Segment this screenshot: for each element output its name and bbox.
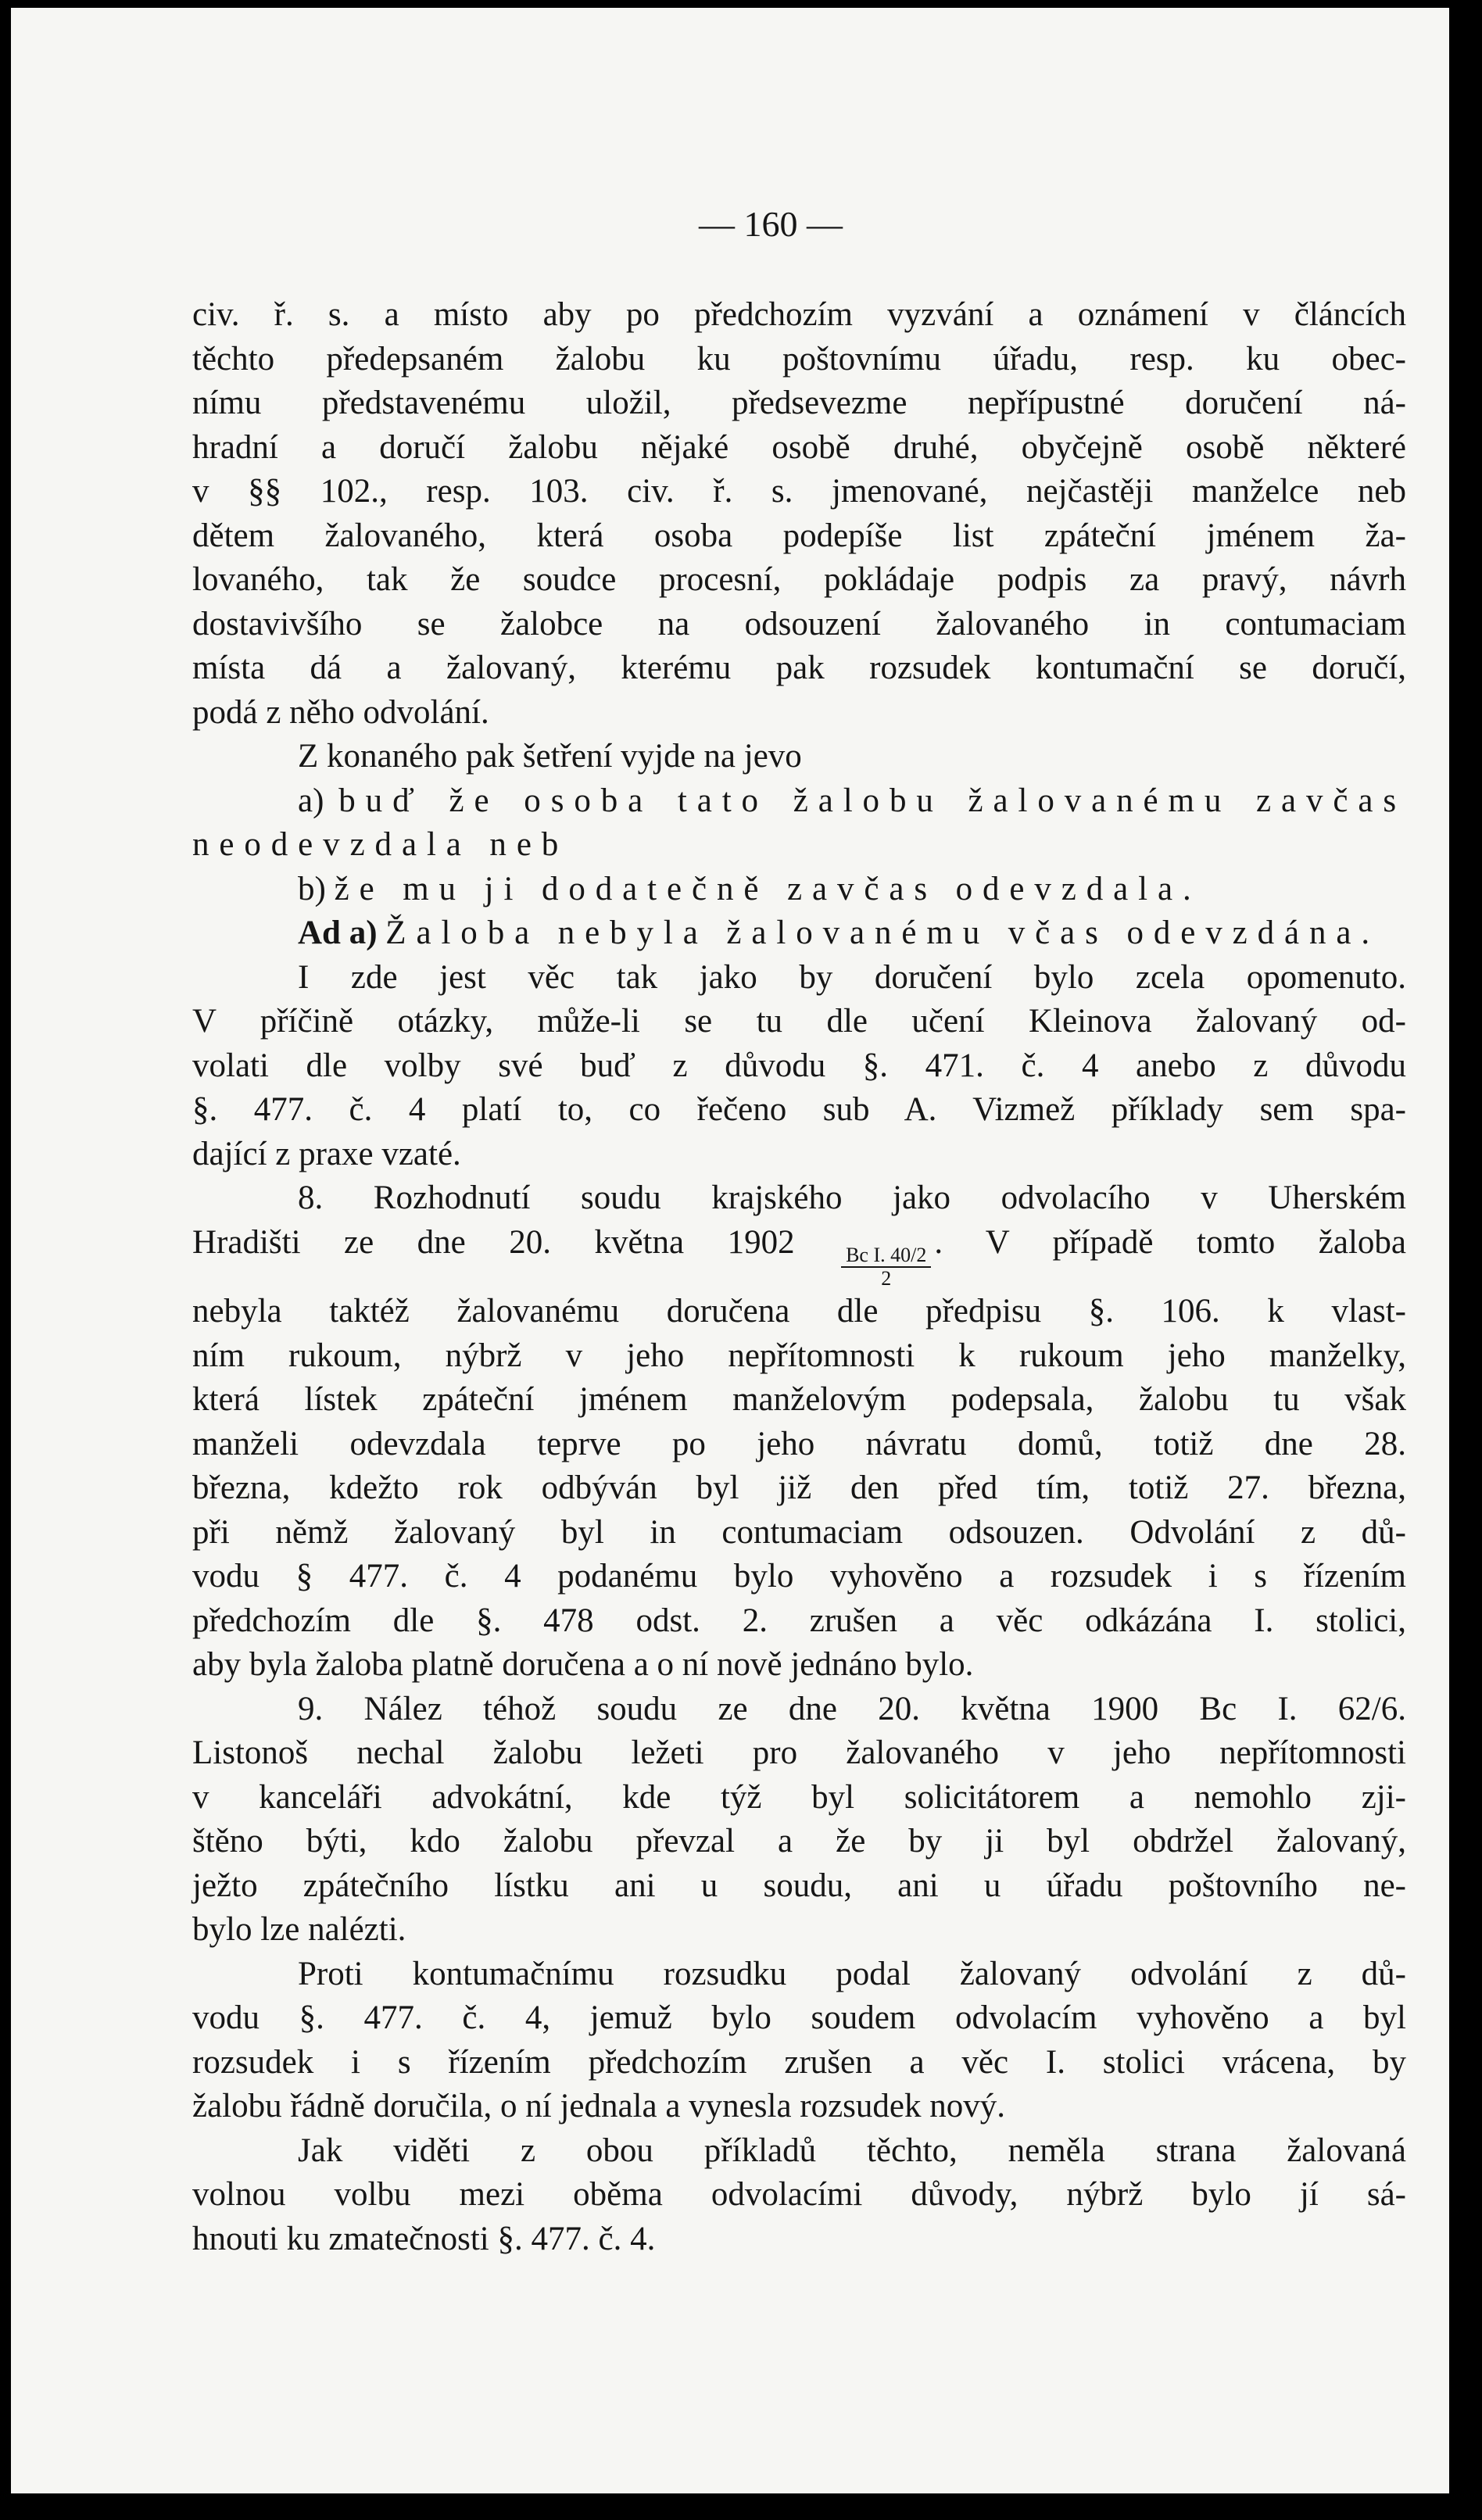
ad-a-heading	[192, 911, 1406, 956]
text-line: hradní a doručí žalobu nějaké osobě druhé, obyčejně osobě některé	[192, 428, 1406, 466]
text-line: bylo lze nalézti.	[192, 1911, 406, 1949]
text-line: volati dle volby své buď z důvodu §. 471. č. 4 anebo z důvodu	[192, 1047, 1406, 1084]
text-line: ježto zpátečního lístku ani u soudu, ani u úřadu poštovního ne-	[192, 1867, 1406, 1904]
text-line: při němž žalovaný byl in contumaciam odsouzen. Odvolání z dů-	[192, 1513, 1406, 1551]
text-line: v kanceláři advokátní, kde týž byl solicitátorem a nemohlo zji-	[192, 1778, 1406, 1816]
text-line: dající z praxe vzaté.	[192, 1135, 461, 1172]
text-line-with-fraction: Hradišti ze dne 20. května 1902 $\frac{\text{Bc I. 40/2}}{2}$ . V případě tomto žaloba	[192, 1223, 1406, 1290]
text-line: těchto předepsaném žalobu ku poštovnímu úřadu, resp. ku obec-	[192, 340, 1406, 378]
text-line: dostavivšího se žalobce na odsouzení žalovaného in contumaciam	[192, 605, 1406, 643]
text-line: ním rukoum, nýbrž v jeho nepřítomnosti k rukoum jeho manželky,	[192, 1337, 1406, 1374]
text-line: nebyla taktéž žalovanému doručena dle předpisu §. 106. k vlast-	[192, 1293, 1406, 1330]
text-line: civ. ř. s. a místo aby po předchozím vyzvání a oznámení v článcích	[192, 296, 1406, 333]
text-line: rozsudek i s řízením předchozím zrušen a věc I. stolici vrácena, by	[192, 2043, 1406, 2081]
paragraph-i-zde	[192, 956, 1406, 1177]
text-line: března, kdežto rok odbýván byl již den před tím, totiž 27. března,	[192, 1469, 1406, 1507]
text-line: aby byla žaloba platně doručena a o ní nově jednáno bylo.	[192, 1646, 974, 1684]
text-line: předchozím dle §. 478 odst. 2. zrušen a věc odkázána I. stolici,	[192, 1602, 1406, 1639]
text-line: vodu §. 477. č. 4, jemuž bylo soudem odvolacím vyhověno a byl	[192, 1999, 1406, 2037]
text-line: podá z něho odvolání.	[192, 693, 489, 731]
text-line: která lístek zpáteční jménem manželovým podepsala, žalobu tu však	[192, 1381, 1406, 1419]
text-line: manželi odevzdala teprve po jeho návratu domů, totiž dne 28.	[192, 1425, 1406, 1462]
ad-a-label: Ad a)	[298, 915, 378, 951]
page-body	[192, 293, 1406, 2261]
text-line: Jak viděti z obou příkladů těchto, neměla strana žalovaná	[298, 2132, 1406, 2169]
case-9	[192, 1688, 1406, 1953]
text-line: Proti kontumačnímu rozsudku podal žalovaný odvolání z dů-	[298, 1955, 1406, 1992]
text-line: dětem žalovaného, která osoba podepíše list zpáteční jménem ža-	[192, 517, 1406, 554]
option-b-text: že mu ji dodatečně zavčas odevzdala.	[334, 870, 1201, 907]
option-a-text: buď že osoba tato žalobu žalovanému zavčas	[338, 782, 1407, 819]
paragraph-jak	[192, 2129, 1406, 2262]
text-line: volnou volbu mezi oběma odvolacími důvody, nýbrž bylo jí sá-	[192, 2176, 1406, 2214]
citation-fraction: $\frac{\text{Bc I. 40/2}}{2}$	[841, 1244, 931, 1290]
option-a-line	[192, 779, 1406, 824]
page-number: — 160 —	[699, 204, 843, 244]
option-b-line	[192, 868, 1406, 912]
ad-a-text: Žaloba nebyla žalovanému včas odevzdána.	[385, 915, 1380, 951]
text-line: vodu § 477. č. 4 podanému bylo vyhověno a rozsudek i s řízením	[192, 1558, 1406, 1595]
text-line: lovaného, tak že soudce procesní, pokládaje podpis za pravý, návrh	[192, 561, 1406, 598]
intro-paragraph	[192, 293, 1406, 735]
text-line: 9. Nález téhož soudu ze dne 20. května 1900 Bc I. 62/6.	[298, 1690, 1406, 1727]
case-8	[192, 1176, 1406, 1688]
text-line: I zde jest věc tak jako by doručení bylo zcela opomenuto.	[298, 958, 1406, 996]
text-line: místa dá a žalovaný, kterému pak rozsudek kontumační se doručí,	[192, 650, 1406, 686]
text-line: 8. Rozhodnutí soudu krajského jako odvolacího v Uherském	[298, 1179, 1406, 1216]
text-line: štěno býti, kdo žalobu převzal a že by ji byl obdržel žalovaný,	[192, 1823, 1406, 1860]
text-line: žalobu řádně doručila, o ní jednala a vynesla rozsudek nový.	[192, 2088, 1005, 2125]
text-line: §. 477. č. 4 platí to, co řečeno sub A. Vizmež příklady sem spa-	[192, 1091, 1406, 1128]
text-line: v §§ 102., resp. 103. civ. ř. s. jmenované, nejčastěji manželce neb	[192, 473, 1406, 510]
text-line: nímu představenému uložil, předsevezme nepřípustné doručení ná-	[192, 385, 1406, 421]
z-konaneho-line: Z konaného pak šetření vyjde na jevo	[298, 738, 802, 775]
text-line: V příčině otázky, může-li se tu dle učení Kleinova žalovaný od-	[192, 1003, 1406, 1040]
text-line: Listonoš nechal žalobu ležeti pro žalovaného v jeho nepřítomnosti	[192, 1734, 1406, 1772]
paragraph-proti	[192, 1953, 1406, 2129]
text-line: hnouti ku zmatečnosti §. 477. č. 4.	[192, 2220, 656, 2257]
option-a-continuation: neodevzdala neb	[192, 826, 569, 863]
option-a-label: a)	[298, 782, 324, 819]
option-b-label: b)	[298, 870, 326, 907]
book-page	[11, 8, 1449, 2493]
